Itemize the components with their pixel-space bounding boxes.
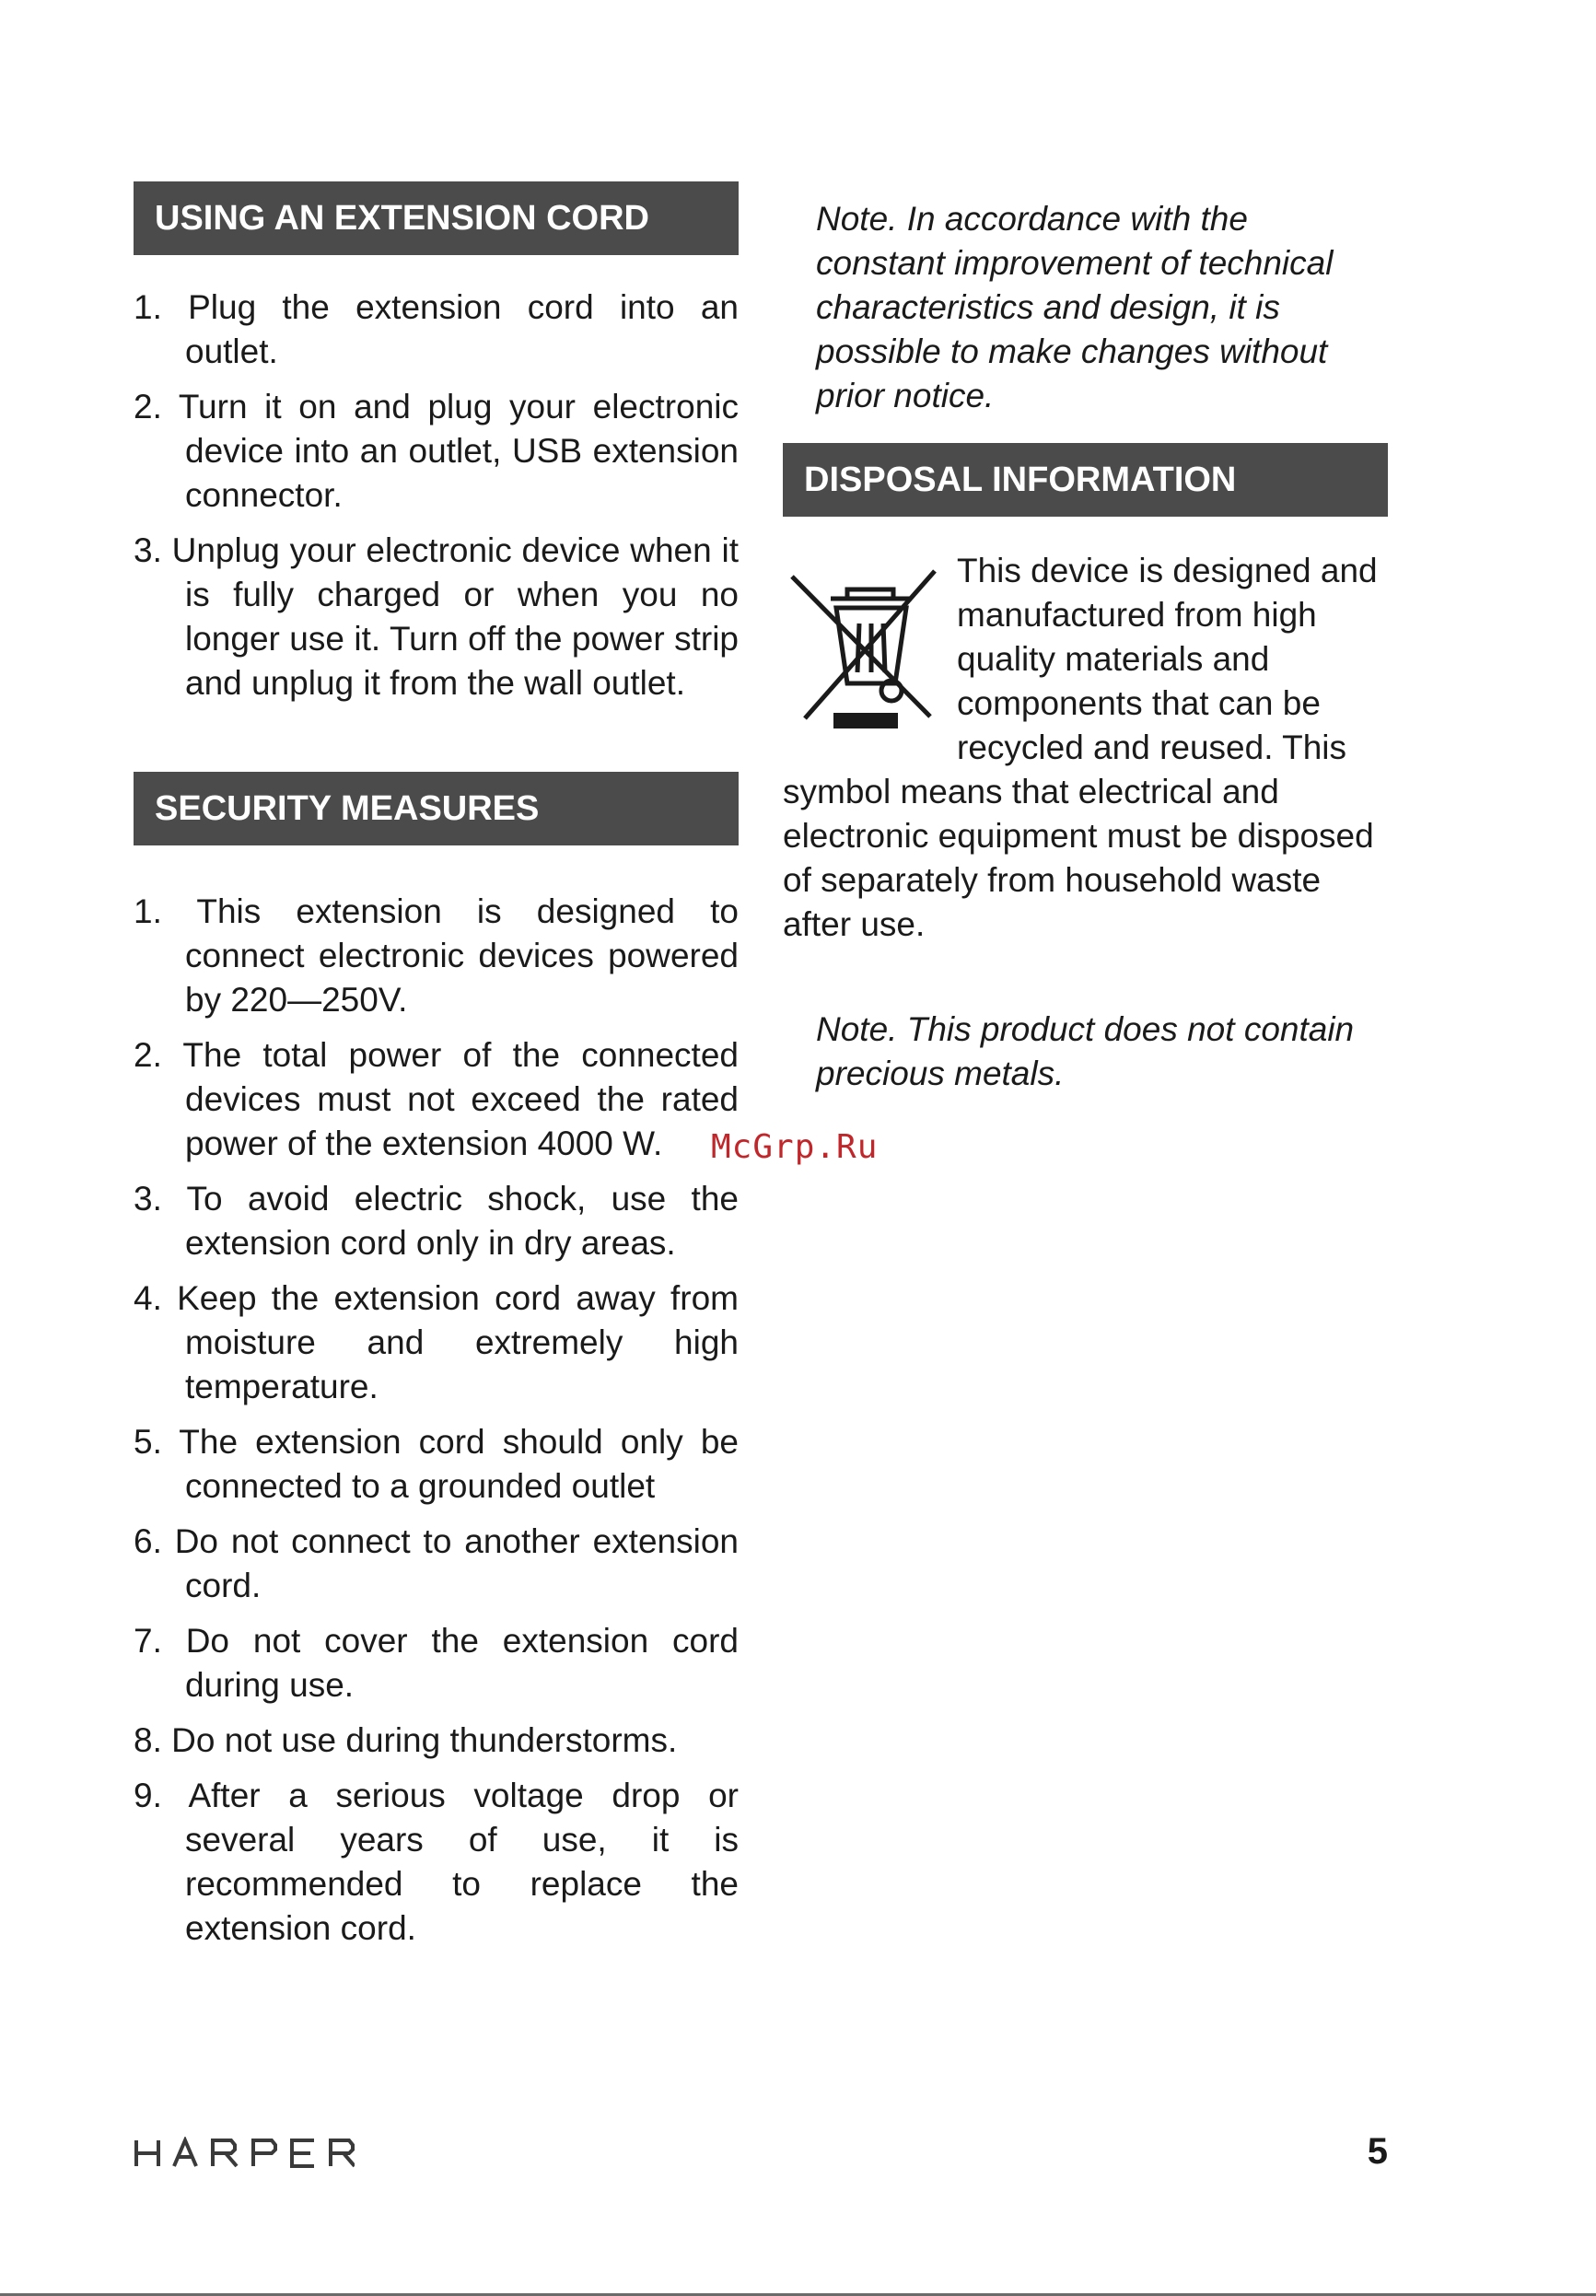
extension-step-2: 2. Turn it on and plug your electronic device into an outlet, USB extension connector. [134, 388, 739, 514]
security-item-6: 6. Do not connect to another extension cord. [134, 1522, 739, 1604]
crossed-out-wheelie-bin-icon [783, 554, 944, 729]
security-item-4: 4. Keep the extension cord away from moisture and extremely high temperature. [134, 1279, 739, 1405]
disposal-paragraph [783, 549, 1388, 947]
security-item-2: 2. The total power of the connected devices must not exceed the rated power of the extension 4000 W. [134, 1036, 739, 1162]
security-item-1: 1. This extension is designed to connect electronic devices powered by 220—250V. [134, 892, 739, 1019]
security-item-5: 5. The extension cord should only be connected to a grounded outlet [134, 1423, 739, 1505]
security-item-9: 9. After a serious voltage drop or several years of use, it is recommended to replace the extension cord. [134, 1777, 739, 1947]
watermark-text: McGrp.Ru [711, 1128, 879, 1166]
harper-logo [134, 2137, 355, 2170]
extension-cord-list [134, 286, 739, 717]
extension-cord-header: USING AN EXTENSION CORD [134, 181, 739, 255]
security-item-7: 7. Do not cover the extension cord during use. [134, 1622, 739, 1704]
disposal-text: This device is designed and manufactured from high quality materials and components that can be recycled and reused. This symbol means that electrical and electronic equipment must be disposed of separately from household waste after use. [783, 552, 1378, 943]
security-measures-list [134, 890, 739, 1962]
security-item-8: 8. Do not use during thunderstorms. [134, 1721, 678, 1759]
disposal-information-header: DISPOSAL INFORMATION [783, 443, 1388, 517]
extension-step-3: 3. Unplug your electronic device when it is fully charged or when you no longer use it. Turn off the power strip and unplug it from the wall outlet. [134, 531, 739, 702]
page-number: 5 [1367, 2131, 1388, 2172]
note-design-changes: Note. In accordance with the constant improvement of technical characteristics and design, it is possible to make changes without prior notice. [816, 200, 1334, 414]
extension-step-1: 1. Plug the extension cord into an outlet. [134, 288, 739, 370]
security-item-3: 3. To avoid electric shock, use the extension cord only in dry areas. [134, 1180, 739, 1262]
security-measures-header: SECURITY MEASURES [134, 772, 739, 845]
note-precious-metals: Note. This product does not contain precious metals. [816, 1010, 1355, 1092]
